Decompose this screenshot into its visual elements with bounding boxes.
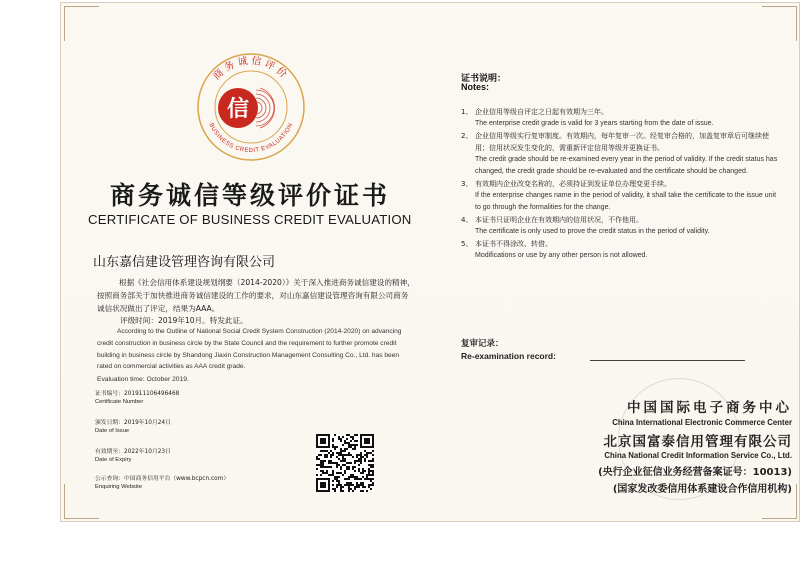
seal-center-glyph: 信 — [226, 96, 250, 122]
certificate-title-en: CERTIFICATE OF BUSINESS CREDIT EVALUATION — [88, 212, 412, 227]
company-name: 山东嘉信建设管理咨询有限公司 — [93, 255, 276, 270]
field-value: 201911106496468 — [124, 391, 180, 397]
seal-ring-text-en: BUSINESS CREDIT EVALUATION — [207, 122, 295, 155]
issue-date-field — [95, 419, 171, 435]
evaluation-time-en: Evaluation time: October 2019. — [97, 376, 189, 383]
issuer-cooperation-note: (国家发改委信用体系建设合作信用机构) — [612, 484, 792, 495]
reexamination-signature-line — [590, 360, 745, 361]
note-item — [461, 130, 781, 178]
field-label: 颁发日期： — [95, 420, 124, 426]
note-text-cn: 本证书不得涂改、转借。 — [475, 240, 552, 248]
field-label-en: Date of Expiry — [95, 457, 132, 463]
note-text-en: Modifications or use by any other person is not allowed. — [475, 252, 648, 259]
note-text-en: If the enterprise changes name in the period of validity, it shall take the certificate to the issue unit to go through the formalities for the change. — [475, 192, 777, 211]
field-value: 2022年10月23日 — [124, 449, 171, 455]
field-value: 2019年10月24日 — [124, 420, 171, 426]
certificate-body-en: According to the Outline of National Social Credit System Construction (2014-2020) on advancing credit construction in business circle by the State Council and the requirement to further promote credit building in business circle by Shandong Jiaxin Construction Management Consulting Co., Ltd. has been rated on commercial activities as AAA credit grade. — [97, 328, 402, 371]
field-label-en: Date of Issue — [95, 428, 130, 434]
note-number: 1、 — [461, 108, 473, 116]
expiry-date-field — [95, 448, 171, 464]
field-label: 证书编号： — [95, 391, 124, 397]
issuer-line2-en: China National Credit Information Service Co., Ltd. — [604, 451, 792, 460]
note-item — [461, 178, 781, 214]
note-text-cn: 有效期内企业改变名称的，必须持证到发证单位办理变更手续。 — [475, 180, 671, 188]
note-text-cn: 企业信用等级实行复审制度。有效期内，每年复审一次。经复审合格的，加盖复审章后可继续使用；信用状况发生变化的，需重新评定信用等级并更换证书。 — [475, 132, 769, 152]
note-item — [461, 238, 781, 262]
seal-ring-text: 商务诚信评价 — [211, 55, 291, 83]
note-item — [461, 214, 781, 238]
note-text-en: The credit grade should be re-examined every year in the period of validity. If the credit status has changed, the credit grade should be re-evaluated and the certificate should be changed. — [475, 156, 778, 175]
enquiry-website-field — [95, 475, 229, 491]
field-label-en: Enquiring Website — [95, 484, 142, 490]
note-text-en: The certificate is only used to prove the credit status in the period of validity. — [475, 228, 710, 235]
corner-ornament — [762, 6, 797, 41]
issuer-block — [512, 396, 792, 495]
notes-heading-en: Notes: — [461, 82, 490, 92]
note-number: 2、 — [461, 132, 473, 140]
field-label: 有效期至： — [95, 449, 124, 455]
corner-ornament — [64, 484, 99, 519]
field-label-en: Certificate Number — [95, 399, 144, 405]
evaluation-time-cn: 评级时间：2019年10月。特发此证。 — [120, 316, 248, 325]
issuer-line2-cn: 北京国富泰信用管理有限公司 — [603, 434, 792, 450]
certificate-body-cn: 根据《社会信用体系建设规划纲要（2014-2020）》关于深入推进商务诚信建设的精神，按照商务部关于加快推进商务诚信建设的工作的要求，对山东嘉信建设管理咨询有限公司商务诚信状况做出了评定，结果为AAA。 — [97, 278, 415, 313]
field-value: 中国商务信用平台（www.bcpcn.com） — [124, 476, 230, 482]
corner-ornament — [64, 6, 99, 41]
note-number: 4、 — [461, 216, 473, 224]
notes-list — [461, 106, 781, 262]
issuer-registration-note: (央行企业征信业务经营备案证号：10013) — [598, 467, 792, 478]
note-text-en: The enterprise credit grade is valid for 3 years starting from the date of issue. — [475, 120, 714, 127]
note-text-cn: 企业信用等级自评定之日起有效期为三年。 — [475, 108, 608, 116]
certificate-number-field — [95, 390, 179, 406]
reexamination-label-cn: 复审记录： — [461, 339, 504, 349]
note-number: 3、 — [461, 180, 473, 188]
certificate-title-cn: 商务诚信等级评价证书 — [109, 181, 390, 210]
reexamination-label-en: Re-examination record: — [461, 351, 556, 361]
issuer-line1-en: China International Electronic Commerce Center — [612, 418, 792, 427]
field-label: 公示查询： — [95, 476, 124, 482]
qr-code-icon[interactable] — [316, 434, 374, 492]
issuer-line1-cn: 中国国际电子商务中心 — [627, 400, 792, 416]
note-item — [461, 106, 781, 130]
notes-heading-cn: 证书说明： — [461, 74, 507, 84]
note-number: 5、 — [461, 240, 473, 248]
note-text-cn: 本证书只证明企业在有效期内的信用状况，不作他用。 — [475, 216, 643, 224]
business-credit-seal — [196, 52, 306, 162]
